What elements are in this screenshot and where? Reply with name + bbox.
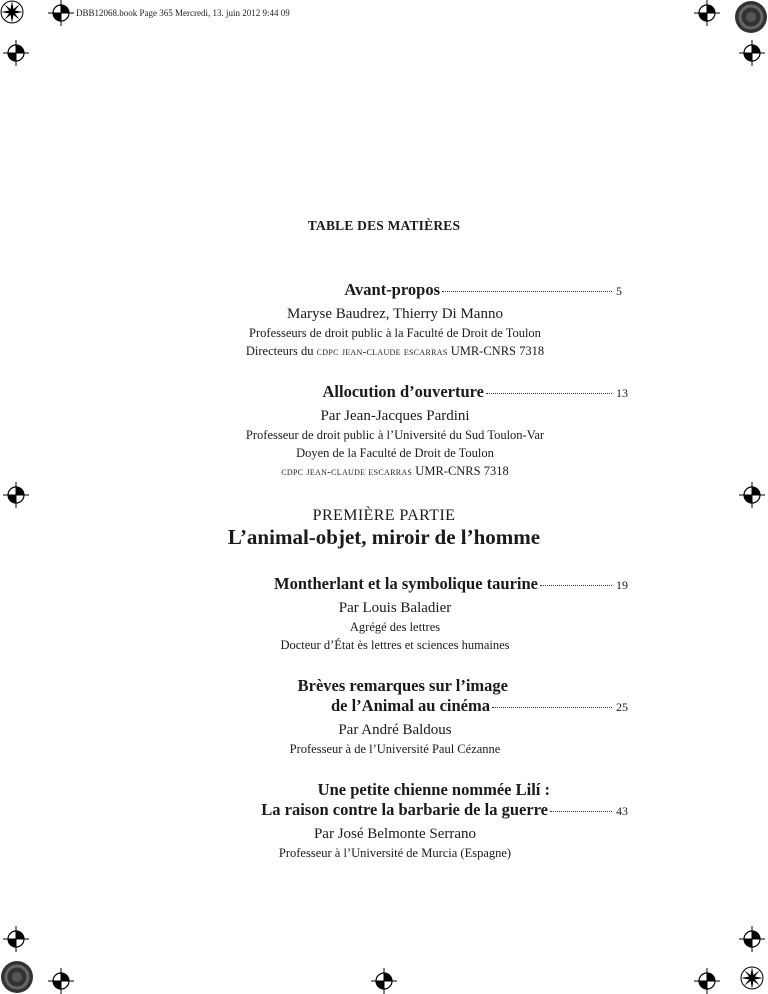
dot-leader: [486, 392, 612, 394]
dot-leader: [492, 706, 612, 708]
author-role: Doyen de la Faculté de Droit de Toulon: [296, 446, 494, 460]
toc-entry-line: [200, 382, 630, 402]
toc-entry-title[interactable]: Brèves remarques sur l’image: [297, 676, 508, 695]
page-number: 19: [616, 578, 628, 592]
dot-leader: [442, 290, 612, 292]
registration-mark-icon: [3, 926, 29, 952]
part-label: PREMIÈRE PARTIE: [312, 507, 456, 524]
author-role: [160, 462, 630, 481]
toc-entry-line: [200, 696, 630, 716]
author-name: Par Jean-Jacques Pardini: [320, 408, 470, 424]
entry-meta: [160, 598, 630, 654]
toc-entry-avant-propos[interactable]: [200, 280, 630, 361]
page-number: 25: [616, 700, 628, 714]
author-name: Par Louis Baladier: [338, 600, 452, 616]
institution-name: cdpc jean-claude escarras: [281, 466, 413, 478]
toc-entry-line: [200, 780, 630, 800]
toc-entry-montherlant[interactable]: [200, 574, 630, 654]
entry-meta: [160, 406, 630, 481]
author-role: Professeur à l’Université de Murcia (Espagne): [278, 846, 512, 860]
dot-leader: [540, 584, 612, 586]
author-role: Docteur d’État ès lettres et sciences humaines: [280, 638, 510, 652]
registration-mark-icon: [739, 926, 765, 952]
starburst-target-icon: [0, 0, 24, 24]
toc-entry-title[interactable]: Une petite chienne nommée Lilí :: [317, 780, 550, 799]
toc-entry-line: [200, 280, 630, 300]
author-role: Professeur de droit public à l’Université du Sud Toulon-Var: [245, 428, 545, 442]
toc-entry-allocution[interactable]: [200, 382, 630, 481]
toc-entry-line: [200, 800, 630, 820]
page-title: TABLE DES MATIÈRES: [307, 218, 461, 233]
part-title: L’animal-objet, miroir de l’homme: [227, 525, 541, 549]
toc-entry-breves[interactable]: [200, 676, 630, 758]
dot-leader: [550, 810, 612, 812]
toc-entry-chienne[interactable]: [200, 780, 630, 862]
author-role: Professeurs de droit public à la Faculté de Droit de Toulon: [249, 326, 541, 340]
institution-name: cdpc jean-claude escarras: [316, 346, 448, 358]
entry-meta: [160, 304, 630, 361]
registration-mark-icon: [3, 40, 29, 66]
halftone-circle-icon: [734, 0, 768, 34]
registration-mark-icon: [694, 968, 720, 994]
registration-mark-icon: [739, 482, 765, 508]
page-number: 13: [616, 386, 628, 400]
page-number: 5: [616, 284, 622, 298]
page-number: 43: [616, 804, 628, 818]
print-slug: DBB12068.book Page 365 Mercredi, 13. juin 2012 9:44 09: [76, 8, 290, 18]
lab-code: UMR-CNRS 7318: [450, 344, 545, 358]
entry-meta: [160, 720, 630, 758]
toc-entry-title[interactable]: La raison contre la barbarie de la guerre: [261, 800, 548, 819]
author-name: Maryse Baudrez, Thierry Di Manno: [287, 306, 503, 322]
registration-mark-icon: [371, 968, 397, 994]
author-role: Professeur à de l’Université Paul Cézanne: [289, 742, 501, 756]
toc-entry-title[interactable]: Montherlant et la symbolique taurine: [274, 574, 538, 593]
toc-entry-line: [200, 574, 630, 594]
toc-entry-line: [200, 676, 630, 696]
registration-mark-icon: [48, 968, 74, 994]
toc-entry-title[interactable]: de l’Animal au cinéma: [330, 696, 490, 715]
toc-entry-title[interactable]: Avant-propos: [344, 280, 440, 299]
author-name: Par José Belmonte Serrano: [313, 826, 477, 842]
entry-meta: [160, 824, 630, 862]
toc-entry-title[interactable]: Allocution d’ouverture: [322, 382, 484, 401]
registration-mark-icon: [739, 40, 765, 66]
role-prefix: Directeurs du: [245, 344, 314, 358]
starburst-target-icon: [740, 966, 764, 990]
registration-mark-icon: [694, 0, 720, 26]
lab-code: UMR-CNRS 7318: [415, 464, 509, 478]
halftone-circle-icon: [0, 960, 34, 994]
author-role: Agrégé des lettres: [349, 620, 441, 634]
registration-mark-icon: [3, 482, 29, 508]
author-name: Par André Baldous: [338, 722, 452, 738]
author-role: [160, 342, 630, 361]
registration-mark-icon: [48, 0, 74, 26]
